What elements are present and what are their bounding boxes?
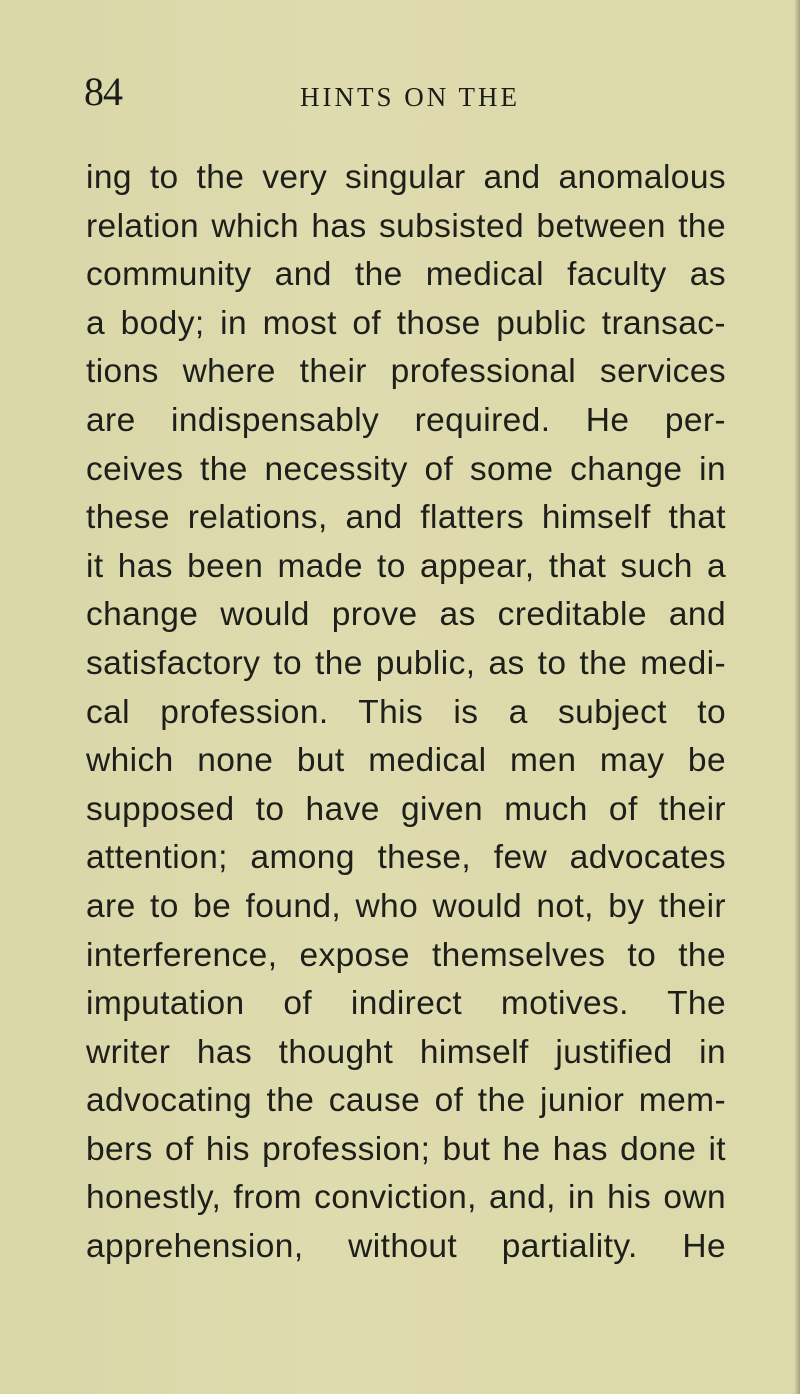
text-line: relation which has subsisted between the <box>86 207 726 245</box>
text-line: these relations, and flatters himself that <box>86 499 726 537</box>
text-line: advocating the cause of the junior mem- <box>86 1082 726 1120</box>
text-line: community and the medical faculty as <box>86 256 726 294</box>
text-line: apprehension, without partiality. He <box>86 1228 726 1266</box>
text-line: which none but medical men may be <box>86 742 726 780</box>
text-line: interference, expose themselves to the <box>86 936 726 974</box>
text-line: imputation of indirect motives. The <box>86 985 726 1023</box>
body-paragraph <box>86 154 726 1272</box>
page-header <box>84 62 724 122</box>
page-number: 84 <box>84 69 122 114</box>
text-line: tions where their professional services <box>86 353 726 391</box>
text-line: are to be found, who would not, by their <box>86 887 726 925</box>
text-line: a body; in most of those public transac- <box>86 304 726 342</box>
text-line: ceives the necessity of some change in <box>86 450 726 488</box>
text-line: satisfactory to the public, as to the medi- <box>86 644 726 682</box>
text-line: writer has thought himself justified in <box>86 1033 726 1071</box>
running-title: HINTS ON THE <box>300 82 520 112</box>
text-line: it has been made to appear, that such a <box>86 547 726 585</box>
text-line: attention; among these, few advocates <box>86 839 726 877</box>
text-line: are indispensably required. He per- <box>86 401 726 439</box>
text-line: change would prove as creditable and <box>86 596 726 634</box>
text-line: honestly, from conviction, and, in his own <box>86 1179 726 1217</box>
page-edge-shadow <box>794 0 800 1394</box>
text-line: cal profession. This is a subject to <box>86 693 726 731</box>
text-line: supposed to have given much of their <box>86 790 726 828</box>
text-line: ing to the very singular and anomalous <box>86 159 726 196</box>
text-line: bers of his profession; but he has done it <box>86 1130 726 1168</box>
